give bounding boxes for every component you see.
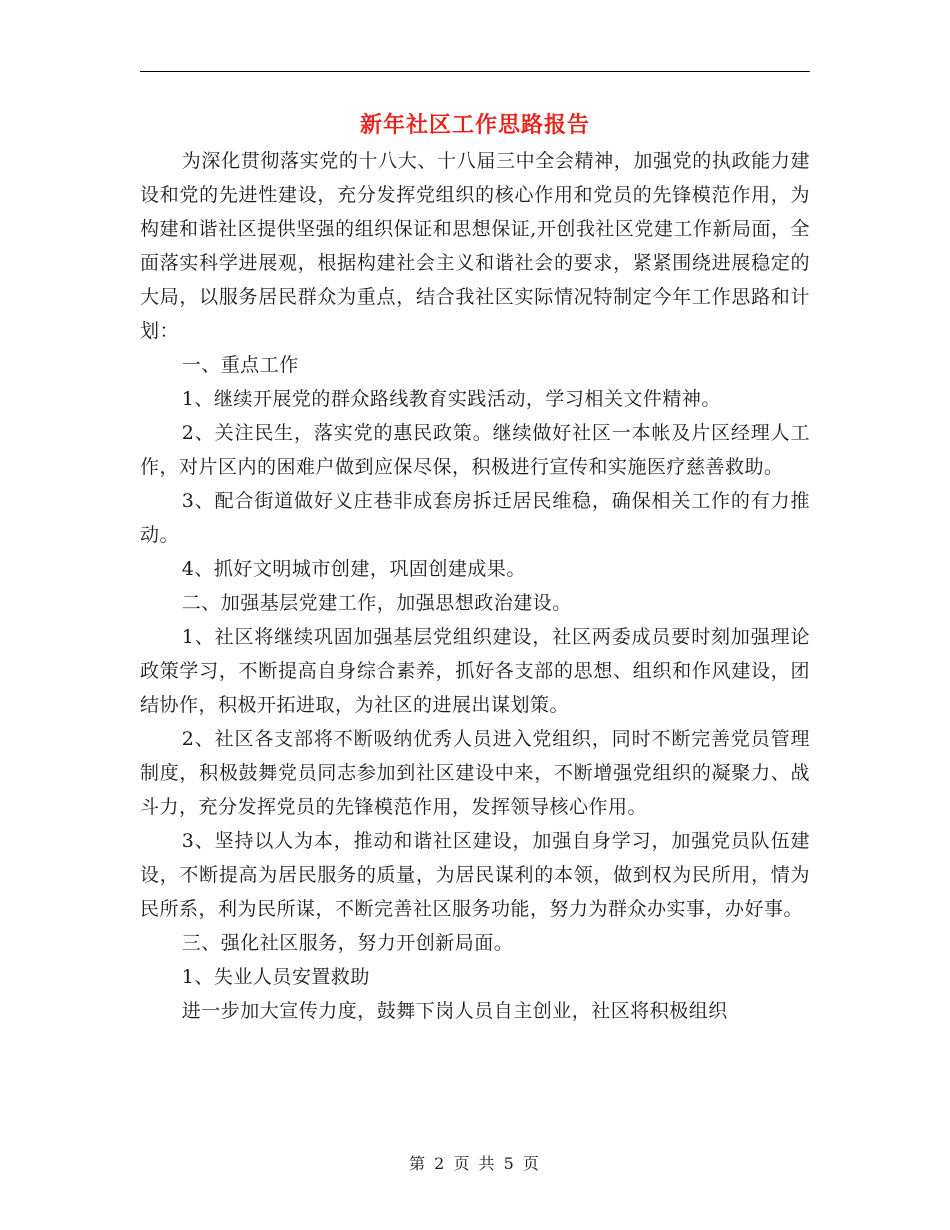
paragraph-item: 进一步加大宣传力度，鼓舞下岗人员自主创业，社区将积极组织 [181, 1000, 728, 1022]
paragraph-intro: 为深化贯彻落实党的十八大、十八届三中全会精神，加强党的执政能力建设和党的先进性建设，充分发挥党组织的核心作用和党员的先锋模范作用，为构建和谐社区提供坚强的组织保证和思想保证,开创我社区党建工作新局面，全面落实科学进展观，根据构建社会主义和谐社会的要求，紧紧围绕进展稳定的大局，以服务居民群众为重点，结合我社区实际情况特制定今年工作思路和计划： [140, 150, 810, 342]
header-rule [140, 71, 810, 72]
page-number-footer: 第 2 页 共 5 页 [409, 1154, 541, 1173]
section-heading-2: 二、加强基层党建工作，加强思想政治建设。 [181, 592, 572, 614]
paragraph-item: 2、关注民生，落实党的惠民政策。继续做好社区一本帐及片区经理人工作，对片区内的困难户做到应保尽保，积极进行宣传和实施医疗慈善救助。 [140, 422, 810, 478]
paragraph-item: 4、抓好文明城市创建，巩固创建成果。 [181, 558, 526, 580]
section-heading-3: 三、强化社区服务，努力开创新局面。 [181, 932, 514, 954]
paragraph-item: 3、坚持以人为本，推动和谐社区建设，加强自身学习，加强党员队伍建设，不断提高为居民服务的质量，为居民谋利的本领，做到权为民所用，情为民所系，利为民所谋，不断完善社区服务功能，努力为群众办实事，办好事。 [140, 830, 810, 920]
section-heading-1: 一、重点工作 [181, 354, 299, 376]
document-title: 新年社区工作思路报告 [359, 112, 590, 138]
document-body [140, 144, 810, 1028]
paragraph-item: 1、继续开展党的群众路线教育实践活动，学习相关文件精神。 [181, 388, 721, 410]
paragraph-item: 3、配合街道做好义庄巷非成套房拆迁居民维稳，确保相关工作的有力推动。 [140, 490, 810, 546]
subsection-heading: 1、失业人员安置救助 [181, 966, 370, 988]
paragraph-item: 1、社区将继续巩固加强基层党组织建设，社区两委成员要时刻加强理论政策学习，不断提高自身综合素养，抓好各支部的思想、组织和作风建设，团结协作，积极开拓进取，为社区的进展出谋划策。 [140, 626, 810, 716]
paragraph-item: 2、社区各支部将不断吸纳优秀人员进入党组织，同时不断完善党员管理制度，积极鼓舞党员同志参加到社区建设中来，不断增强党组织的凝聚力、战斗力，充分发挥党员的先锋模范作用，发挥领导核心作用。 [140, 728, 810, 818]
